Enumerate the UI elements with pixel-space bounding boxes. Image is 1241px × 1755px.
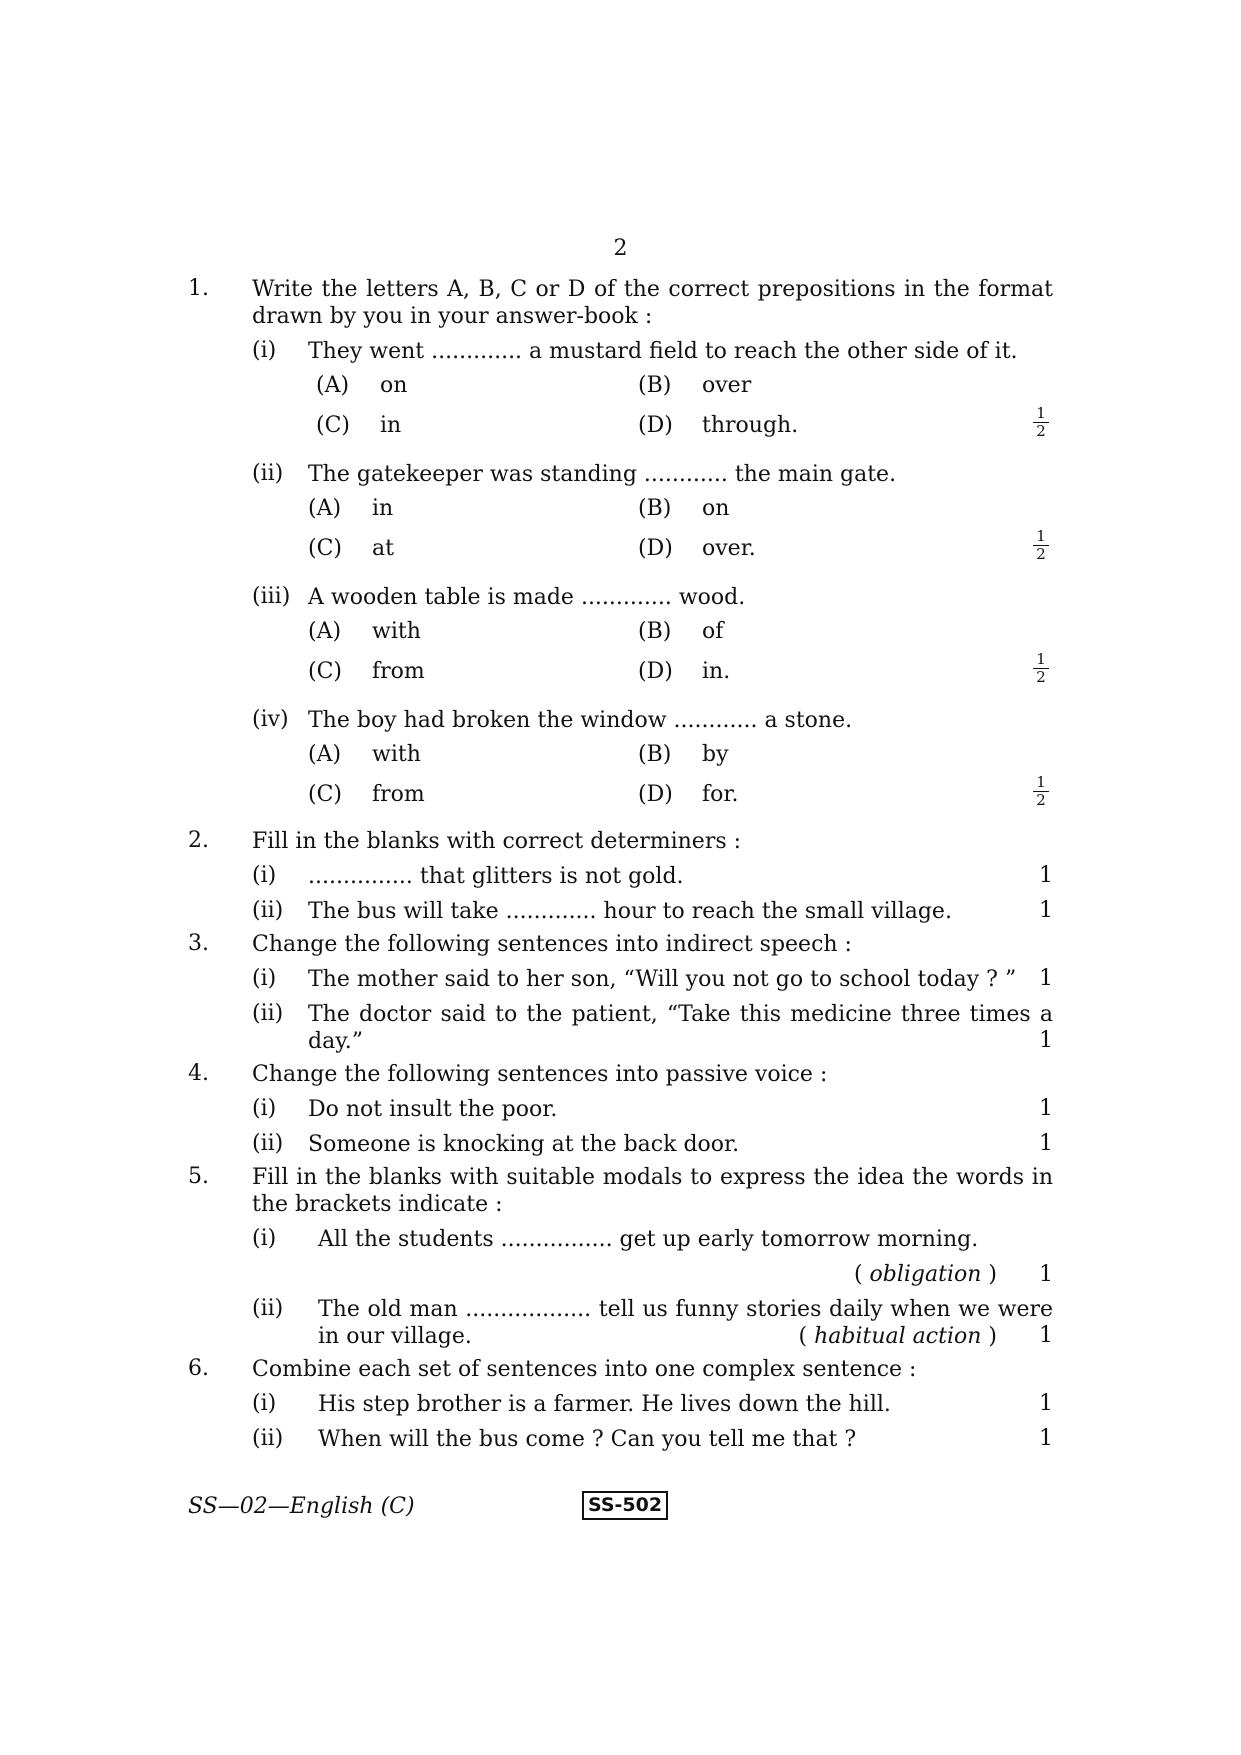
sub-question-number: (ii) bbox=[252, 461, 284, 486]
half-mark: 1 2 bbox=[1033, 405, 1049, 440]
sub-question bbox=[252, 1096, 1053, 1123]
sub-question-number: (ii) bbox=[252, 1001, 284, 1026]
sub-question-text: Do not insult the poor. bbox=[308, 1097, 558, 1122]
question-number: 5. bbox=[188, 1164, 209, 1189]
question-3 bbox=[188, 931, 1053, 1055]
half-mark: 1 2 bbox=[1033, 651, 1049, 686]
marks: 1 bbox=[1039, 1096, 1053, 1121]
hint-text: habitual action bbox=[814, 1324, 982, 1349]
sub-question-text: A wooden table is made ............. wood. bbox=[308, 585, 746, 610]
footer-booklet-code: SS-502 bbox=[582, 1491, 668, 1520]
page-number: 2 bbox=[613, 236, 628, 261]
option-a: (A) with bbox=[308, 619, 421, 644]
option-a: (A) on bbox=[316, 373, 408, 398]
hint-row: ( obligation ) 1 bbox=[853, 1262, 1053, 1287]
option-b: (B) of bbox=[638, 619, 724, 644]
options bbox=[308, 373, 1053, 453]
question-text: Change the following sentences into indirect speech : bbox=[252, 932, 852, 957]
options bbox=[308, 496, 1053, 576]
sub-question-text: The bus will take ............. hour to reach the small village. bbox=[308, 899, 952, 924]
question-text: Fill in the blanks with correct determiners : bbox=[252, 829, 742, 854]
sub-question-text: His step brother is a farmer. He lives down the hill. bbox=[318, 1392, 891, 1417]
marks: 1 bbox=[1039, 1323, 1053, 1348]
question-1 bbox=[188, 276, 1053, 822]
option-row bbox=[308, 742, 1053, 782]
option-b: (B) by bbox=[638, 742, 729, 767]
question-number: 1. bbox=[188, 276, 209, 301]
sub-question-number: (i) bbox=[252, 1391, 277, 1416]
marks: 1 bbox=[1039, 1028, 1053, 1053]
marks: 1 bbox=[1039, 1131, 1053, 1156]
marks: 1 bbox=[1039, 1391, 1053, 1416]
marks: 1 bbox=[1039, 863, 1053, 888]
option-c: (C) from bbox=[308, 659, 425, 684]
sub-question-number: (i) bbox=[252, 1226, 277, 1251]
sub-question bbox=[252, 898, 1053, 925]
half-mark: 1 2 bbox=[1033, 774, 1049, 809]
option-b: (B) over bbox=[638, 373, 752, 398]
options bbox=[308, 619, 1053, 699]
option-row bbox=[308, 619, 1053, 659]
marks: 1 bbox=[1039, 1262, 1053, 1287]
sub-question-number: (i) bbox=[252, 863, 277, 888]
sub-question-number: (i) bbox=[252, 338, 277, 363]
question-2 bbox=[188, 828, 1053, 925]
sub-question bbox=[252, 1226, 1053, 1253]
question-number: 2. bbox=[188, 828, 209, 853]
option-a: (A) with bbox=[308, 742, 421, 767]
sub-question bbox=[252, 707, 1053, 822]
sub-question-text: When will the bus come ? Can you tell me that ? bbox=[318, 1427, 857, 1452]
option-a: (A) in bbox=[308, 496, 394, 521]
question-6 bbox=[188, 1356, 1053, 1453]
sub-question-number: (iii) bbox=[252, 584, 291, 609]
sub-question bbox=[252, 338, 1053, 453]
sub-question-text: The doctor said to the patient, “Take this medicine three times a day.” bbox=[308, 1002, 1053, 1054]
option-d: (D) for. bbox=[638, 782, 739, 807]
half-mark: 1 2 bbox=[1033, 528, 1049, 563]
sub-question-number: (ii) bbox=[252, 1426, 284, 1451]
question-number: 3. bbox=[188, 931, 209, 956]
sub-question-text: The old man .................. tell us funny stories daily when we were in our village. bbox=[318, 1297, 1053, 1349]
option-b: (B) on bbox=[638, 496, 730, 521]
option-row bbox=[308, 527, 1053, 576]
option-row bbox=[308, 373, 1053, 413]
option-d: (D) in. bbox=[638, 659, 731, 684]
option-c: (C) from bbox=[308, 782, 425, 807]
sub-question-number: (i) bbox=[252, 966, 277, 991]
marks: 1 bbox=[1039, 1426, 1053, 1451]
sub-question-number: (ii) bbox=[252, 898, 284, 923]
hint-row: ( habitual action ) bbox=[798, 1324, 997, 1349]
option-c: (C) in bbox=[316, 413, 402, 438]
marks: 1 bbox=[1039, 966, 1053, 991]
sub-question bbox=[252, 1131, 1053, 1158]
options bbox=[308, 742, 1053, 822]
sub-question bbox=[252, 1391, 1053, 1418]
question-text: Fill in the blanks with suitable modals to express the idea the words in the brackets indicate : bbox=[252, 1165, 1053, 1217]
sub-question bbox=[252, 1296, 1053, 1350]
question-5 bbox=[188, 1164, 1053, 1350]
sub-question-text: ............... that glitters is not gold. bbox=[308, 864, 684, 889]
option-row bbox=[308, 496, 1053, 536]
sub-question-text: They went ............. a mustard field to reach the other side of it. bbox=[308, 339, 1018, 364]
option-row bbox=[308, 773, 1053, 822]
option-row bbox=[308, 404, 1053, 453]
sub-question bbox=[252, 1426, 1053, 1453]
option-c: (C) at bbox=[308, 536, 394, 561]
sub-question bbox=[252, 1001, 1053, 1055]
sub-question bbox=[252, 863, 1053, 890]
sub-question-number: (ii) bbox=[252, 1131, 284, 1156]
sub-question-text: The mother said to her son, “Will you not go to school today ? ” bbox=[308, 967, 1017, 992]
sub-question bbox=[252, 584, 1053, 699]
sub-question-text: The gatekeeper was standing ............ the main gate. bbox=[308, 462, 897, 487]
option-row bbox=[308, 650, 1053, 699]
questions-container bbox=[188, 276, 1053, 1459]
sub-question-text: The boy had broken the window ............ a stone. bbox=[308, 708, 853, 733]
sub-question-number: (i) bbox=[252, 1096, 277, 1121]
question-number: 4. bbox=[188, 1061, 209, 1086]
option-d: (D) through. bbox=[638, 413, 799, 438]
question-text: Write the letters A, B, C or D of the correct prepositions in the format drawn by you in your answer-book : bbox=[252, 277, 1053, 329]
question-4 bbox=[188, 1061, 1053, 1158]
marks: 1 bbox=[1039, 898, 1053, 923]
sub-question-number: (ii) bbox=[252, 1296, 284, 1321]
sub-question bbox=[252, 966, 1053, 993]
question-text: Change the following sentences into passive voice : bbox=[252, 1062, 828, 1087]
sub-question-number: (iv) bbox=[252, 707, 289, 732]
question-number: 6. bbox=[188, 1356, 209, 1381]
sub-question-text: All the students ................ get up early tomorrow morning. bbox=[318, 1227, 979, 1252]
option-d: (D) over. bbox=[638, 536, 756, 561]
hint-text: obligation bbox=[869, 1262, 982, 1287]
footer-paper-code: SS—02—English (C) bbox=[188, 1494, 415, 1519]
sub-question-text: Someone is knocking at the back door. bbox=[308, 1132, 740, 1157]
question-text: Combine each set of sentences into one complex sentence : bbox=[252, 1357, 917, 1382]
sub-question bbox=[252, 461, 1053, 576]
